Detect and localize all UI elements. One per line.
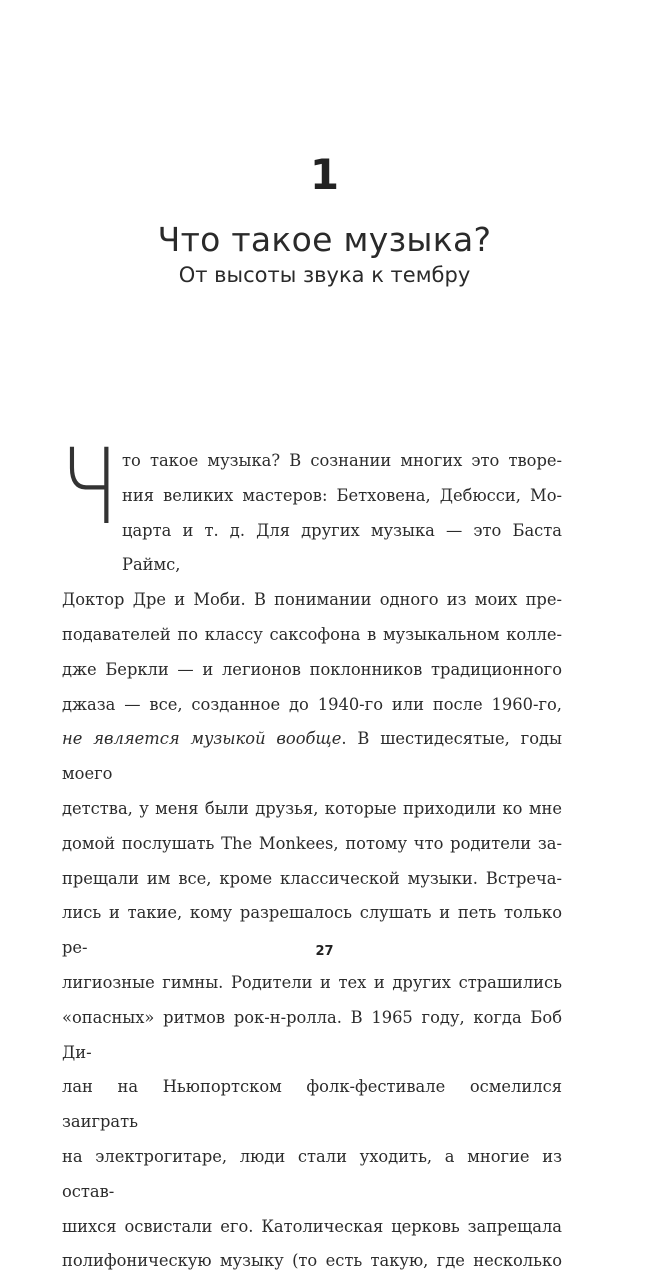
text-line: дже Беркли — и легионов поклонников традиционного (62, 659, 562, 679)
text-line: полифоническую музыку (то есть такую, где несколько (62, 1251, 562, 1271)
text-line: лан на Ньюпортском фолк-фестивале осмелился заиграть (62, 1077, 562, 1132)
drop-cap: Ч (60, 426, 119, 548)
text-line: джаза — все, созданное до 1940-го или после 1960-го, (62, 694, 562, 714)
text-line: лись и такие, кому разрешалось слушать и петь только ре- (62, 903, 562, 958)
page-number: 27 (315, 944, 334, 959)
text-line: шихся освистали его. Католическая церковь запрещала (62, 1216, 562, 1236)
text-line: подавателей по классу саксофона в музыкальном колле- (62, 624, 562, 644)
text-line: домой послушать The Monkees, потому что родители за- (62, 833, 562, 853)
text-line: ния великих мастеров: Бетховена, Дебюсси, Мо- (122, 485, 562, 505)
italic-phrase: не является музыкой вообще (62, 729, 342, 749)
text-line: прещали им все, кроме классической музыки. Встреча- (62, 868, 562, 888)
text-line: Доктор Дре и Моби. В понимании одного из моих пре- (62, 590, 562, 610)
chapter-number: 1 (309, 150, 340, 199)
text-line: лигиозные гимны. Родители и тех и других страшились (62, 972, 562, 992)
text-line: царта и т. д. Для других музыка — это Баста Раймс, (122, 520, 562, 575)
text-line-rest: . В шестидесятые, годы моего (62, 729, 562, 784)
text-line (62, 722, 562, 792)
text-line: на электрогитаре, люди стали уходить, а многие из остав- (62, 1146, 562, 1201)
text-line: то такое музыка? В сознании многих это творе- (122, 451, 562, 470)
chapter-subtitle: От высоты звука к тембру (178, 263, 471, 287)
chapter-title: Что такое музыка? (157, 220, 492, 259)
body-text (62, 444, 562, 1279)
text-line: детства, у меня были друзья, которые приходили ко мне (62, 798, 562, 818)
text-line: «опасных» ритмов рок-н-ролла. В 1965 году, когда Боб Ди- (62, 1007, 562, 1062)
